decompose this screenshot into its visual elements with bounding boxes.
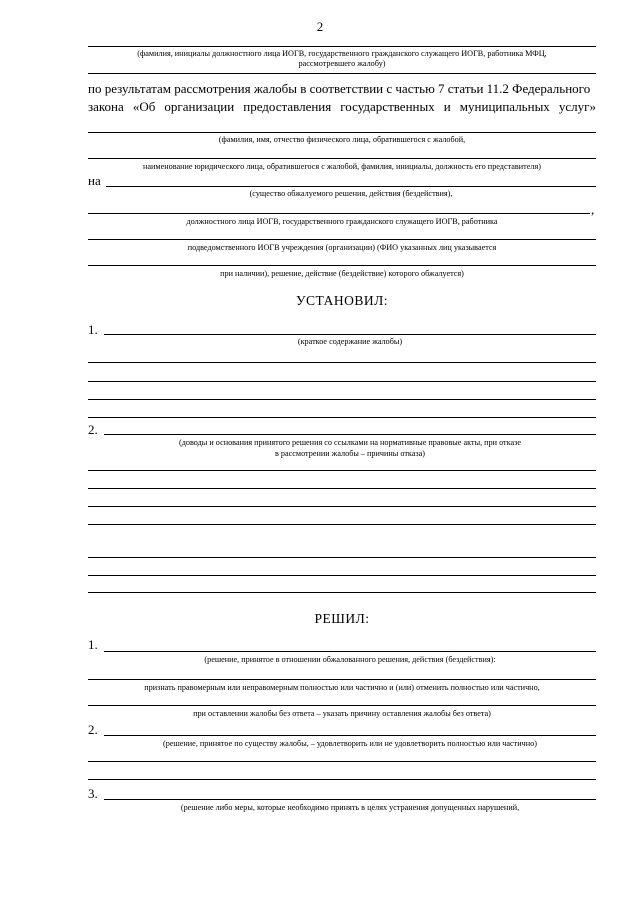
intro-word: и <box>443 99 451 114</box>
intro-line-1: по результатам рассмотрения жалобы в соответствии с частью 7 статьи 11.2 Федерального <box>88 81 591 96</box>
fill-line <box>88 557 596 558</box>
fill-line-person <box>88 132 596 133</box>
caption-decision-2: (решение, принятое по существу жалобы, – удовлетворить или не удовлетворить полностью или частично) <box>163 739 537 748</box>
intro-word: услуг» <box>558 99 596 114</box>
fill-line-official-ext-2 <box>88 239 596 240</box>
item-number-2-decision: 2. <box>88 722 98 737</box>
item-number-1: 1. <box>88 322 98 337</box>
caption-official-2: рассмотревшего жалобу) <box>298 59 386 68</box>
label-na: на <box>88 173 101 188</box>
fill-line <box>88 399 596 400</box>
intro-word: предоставления <box>243 99 332 114</box>
item-number-2: 2. <box>88 422 98 437</box>
caption-official-ext-2: подведомственного ИОГВ учреждения (организации) (ФИО указанных лиц указывается <box>187 243 497 252</box>
fill-line-decision-3 <box>104 799 596 800</box>
caption-decision-3: (решение либо меры, которые необходимо принять в целях устранения допущенных нарушений, <box>180 803 520 812</box>
fill-line <box>88 470 596 471</box>
caption-decision-1-line-3: при оставлении жалобы без ответа – указать причину оставления жалобы без ответа) <box>193 709 491 718</box>
caption-official-ext-1: должностного лица ИОГВ, государственного гражданского служащего ИОГВ, работника <box>186 217 498 226</box>
caption-essence: (существо обжалуемого решения, действия (бездействия), <box>249 189 453 198</box>
fill-line-official-2 <box>88 73 596 74</box>
item-number-3-decision: 3. <box>88 786 98 801</box>
fill-line <box>88 779 596 780</box>
fill-line <box>88 592 596 593</box>
fill-line <box>88 381 596 382</box>
intro-line-2 <box>88 98 596 116</box>
caption-decision-1-line-2: признать правомерным или неправомерным полностью или частично и (или) отменить полностью или частично, <box>144 683 540 692</box>
fill-line-essence <box>106 186 596 187</box>
caption-legal-entity: наименование юридического лица, обратившегося с жалобой, фамилия, инициалы, должность его представителя) <box>143 162 541 171</box>
fill-line-legal <box>88 158 596 159</box>
fill-line-official <box>88 46 596 47</box>
fill-line <box>88 488 596 489</box>
caption-official-ext-3: при наличии), решение, действие (бездействие) которого обжалуется) <box>220 269 464 278</box>
intro-word: закона <box>88 99 124 114</box>
fill-line-complaint <box>104 334 596 335</box>
intro-word: «Об <box>132 99 156 114</box>
fill-line <box>88 362 596 363</box>
item-number-1-decision: 1. <box>88 637 98 652</box>
fill-line <box>88 524 596 525</box>
intro-word: муниципальных <box>459 99 550 114</box>
heading-established: УСТАНОВИЛ: <box>295 293 389 308</box>
caption-complaint-summary: (краткое содержание жалобы) <box>297 337 403 346</box>
heading-decided: РЕШИЛ: <box>314 611 370 626</box>
caption-grounds-1: (доводы и основания принятого решения со ссылками на нормативные правовые акты, при отказе <box>178 438 521 447</box>
fill-line <box>88 575 596 576</box>
fill-line-official-ext <box>88 213 590 214</box>
fill-line <box>88 417 596 418</box>
comma: , <box>591 202 595 217</box>
fill-line <box>88 506 596 507</box>
fill-line-decision-2 <box>104 735 596 736</box>
intro-word: организации <box>164 99 235 114</box>
fill-line <box>88 705 596 706</box>
intro-word: государственных <box>340 99 435 114</box>
fill-line-decision-1 <box>104 651 596 652</box>
fill-line <box>88 761 596 762</box>
fill-line-official-ext-3 <box>88 265 596 266</box>
fill-line-grounds <box>104 434 596 435</box>
page-number: 2 <box>316 19 324 34</box>
caption-decision-1-line-1: (решение, принятое в отношении обжалованного решения, действия (бездействия): <box>204 655 496 664</box>
caption-grounds-2: в рассмотрении жалобы – причины отказа) <box>274 449 425 458</box>
caption-person: (фамилия, имя, отчество физического лица, обратившегося с жалобой, <box>218 135 466 144</box>
fill-line <box>88 679 596 680</box>
caption-official-1: (фамилия, инициалы должностного лица ИОГВ, государственного гражданского служащего ИОГВ, работника МФЦ, <box>137 49 547 58</box>
